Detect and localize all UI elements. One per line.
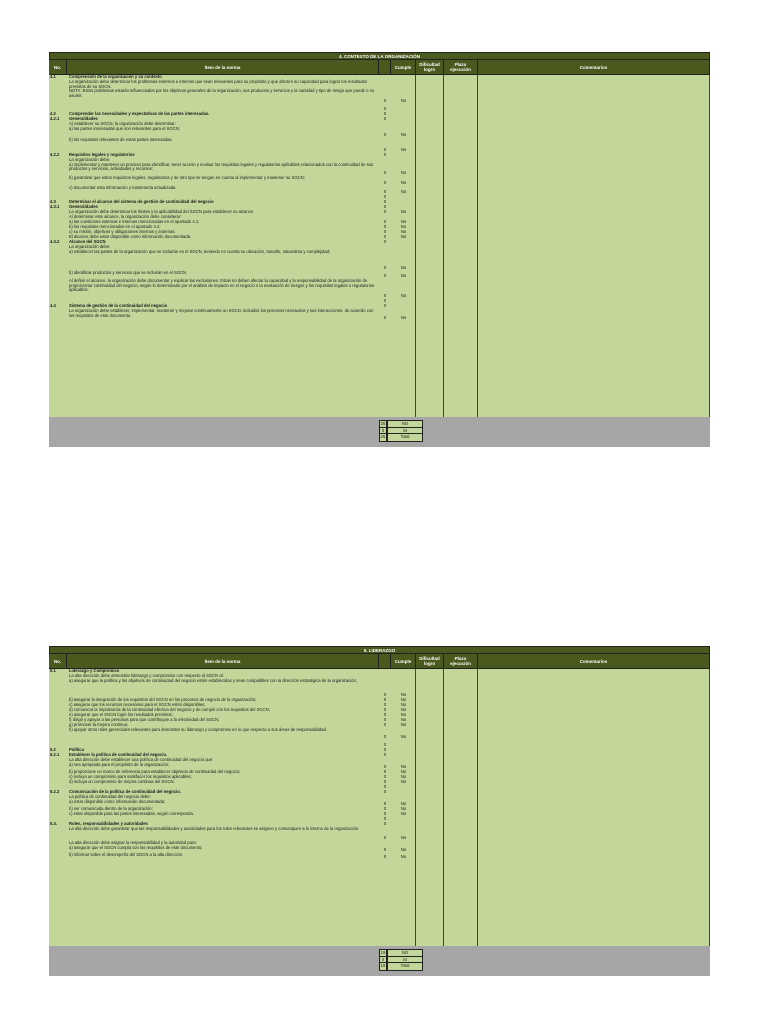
row-number: 4.2.2 <box>50 152 60 157</box>
row-value: 0 <box>383 779 387 785</box>
column-header-blank <box>379 654 391 669</box>
cumple-cell[interactable]: No <box>400 847 407 853</box>
column-header-dificultad: Dificultad logro <box>416 60 444 75</box>
table-row <box>49 740 415 748</box>
cumple-cell[interactable]: No <box>400 779 407 785</box>
row-value: 0 <box>383 315 387 321</box>
row-value: 0 <box>383 847 387 853</box>
table-row <box>49 827 415 841</box>
row-text: Generalidades <box>69 116 98 121</box>
row-text: Política <box>69 747 84 752</box>
totals-count: 19 <box>379 949 387 958</box>
row-text: Alcance del SGCN <box>69 239 106 244</box>
row-text: Roles, responsabilidades y autoridades <box>69 821 148 826</box>
row-value: 0 <box>383 116 387 122</box>
row-number <box>49 827 67 841</box>
totals-table <box>379 949 423 969</box>
row-value: 0 <box>383 293 387 299</box>
column-header-plazo: Plazo ejecución <box>444 654 478 669</box>
row-value: 0 <box>383 816 387 822</box>
cumple-cell[interactable]: No <box>400 209 407 215</box>
table-header <box>49 60 710 75</box>
row-number: 5.1 <box>50 668 56 673</box>
totals-count: 0 <box>379 427 387 436</box>
row-value: 0 <box>383 180 387 186</box>
cumple-cell[interactable]: No <box>400 722 407 728</box>
row-number <box>49 138 67 153</box>
cumple-cell[interactable]: No <box>400 98 407 104</box>
row-text: b) asegurar la integración de los requisitos del SGCN en los procesos de negocio de la organización; <box>69 697 257 702</box>
totals-count: 25 <box>379 420 387 429</box>
table-row <box>49 138 415 153</box>
row-value: 0 <box>383 265 387 271</box>
cumple-cell[interactable]: No <box>400 293 407 299</box>
row-text: La organización debe establecer, implementar, mantener y mejorar continuamente un SGCN, incluidos los procesos necesarios y sus interacciones, de acuerdo con los requisitos de este documento. <box>69 308 374 318</box>
row-text <box>67 740 379 748</box>
row-text: La alta dirección debe asignar la responsabilidad y la autoridad para: a) asegurar que el SGCN cumpla con los requisitos de este documento; <box>69 840 203 850</box>
section-sheet-5 <box>49 646 710 976</box>
row-text: c) su misión, objetivos y obligaciones internas y externas. <box>69 229 176 234</box>
row-text: Generalidades <box>69 204 98 209</box>
row-number <box>49 758 67 770</box>
row-value: 0 <box>383 717 387 723</box>
cumple-cell[interactable]: No <box>400 692 407 698</box>
table-row <box>49 186 415 195</box>
table-row <box>49 122 415 138</box>
row-number <box>49 176 67 186</box>
cumple-cell[interactable]: No <box>400 764 407 770</box>
row-text: Al determinar este alcance, la organización debe considerar: a) las cuestiones externas e internas mencionadas en el apartado 4.1; <box>69 214 200 224</box>
column-comentarios[interactable] <box>478 669 710 946</box>
cumple-cell[interactable]: No <box>400 811 407 817</box>
cumple-cell[interactable]: No <box>400 224 407 230</box>
row-text: La alta dirección debe garantizar que las responsabilidades y autoridades para los roles relevantes se asignen y comuniquen a lo interno de la organización. <box>69 826 360 831</box>
cumple-cell[interactable]: No <box>400 180 407 186</box>
row-text: c) incluya un compromiso para satisfacer los requisitos aplicables; <box>69 774 192 779</box>
row-number <box>49 728 67 740</box>
row-number <box>49 271 67 279</box>
row-text: e) asegurar que el SGCN logre los resultados previstos; <box>69 712 173 717</box>
row-text: h) apoyar otros roles gerenciales relevantes para demostrar su liderazgo y compromiso en lo que respecta a sus áreas de responsabilidad. <box>69 727 327 732</box>
table-row <box>49 279 415 299</box>
column-header-comentarios: Comentarios <box>478 654 710 669</box>
row-value: 0 <box>383 784 387 790</box>
row-number <box>49 279 67 299</box>
totals-label: Total <box>387 962 423 971</box>
row-text: Determinar el alcance del sistema de gestión de continuidad del negocio <box>69 199 214 204</box>
column-comentarios[interactable] <box>478 75 710 417</box>
row-text: g) promover la mejora continua; <box>69 722 129 727</box>
row-text: El alcance debe estar disponible como información documentada. <box>69 234 192 239</box>
row-value: 0 <box>383 147 387 153</box>
row-number <box>49 158 67 176</box>
row-value: 0 <box>383 98 387 104</box>
row-text: Requisitos legales y regulatorios <box>69 152 135 157</box>
row-value: 0 <box>383 132 387 138</box>
row-value: 0 <box>383 734 387 740</box>
cumple-cell[interactable]: No <box>400 315 407 321</box>
cumple-cell[interactable]: No <box>400 234 407 240</box>
row-number <box>49 186 67 195</box>
cumple-cell[interactable]: No <box>400 170 407 176</box>
row-value: 0 <box>383 835 387 841</box>
row-number <box>49 80 67 104</box>
cumple-cell[interactable]: No <box>400 734 407 740</box>
row-text: Comunicación de la política de continuidad del negocio. <box>69 789 181 794</box>
row-text: La política de continuidad del negocio debe: a) estar disponible como información documentada; <box>69 794 166 804</box>
row-value: 0 <box>383 752 387 758</box>
column-header-comentarios: Comentarios <box>478 60 710 75</box>
column-header-cumple: Cumple <box>391 60 416 75</box>
column-header-no: No. <box>49 60 67 75</box>
row-value: 0 <box>383 234 387 240</box>
row-value: 0 <box>383 194 387 200</box>
totals-label: Total <box>387 433 423 442</box>
row-value: 0 <box>383 692 387 698</box>
row-text: Comprensión de la organización y su contexto <box>69 74 162 79</box>
row-text: Al definir el alcance, la organización debe documentar y explicar las exclusiones. Estas no deben afectar la capacidad y la responsabilidad de la organización de proporcionar continuidad del negocio, según lo determinado por el análisis de impacto en el negocio o la evaluación de riesgos y los requisitos legales o regulatorios aplicables. <box>69 278 375 293</box>
row-text: d) incluya un compromiso de mejora continua del SGCN. <box>69 779 175 784</box>
totals-row <box>379 433 423 440</box>
row-number: 4.4 <box>50 303 56 308</box>
section-sheet-4 <box>49 52 710 447</box>
row-value: 0 <box>383 106 387 112</box>
row-text: b) garantizar que estos requisitos legales, regulatorios y de otro tipo se tengan en cuenta al implementar y mantener su SGCN; <box>69 175 305 180</box>
row-value: 0 <box>383 111 387 117</box>
row-text: La organización debe determinar los límites y la aplicabilidad del SGCN para establecer su alcance. <box>69 209 255 214</box>
cumple-cell[interactable]: No <box>400 147 407 153</box>
cumple-cell[interactable]: No <box>400 712 407 718</box>
row-value: 0 <box>383 189 387 195</box>
row-number <box>49 215 67 225</box>
row-number <box>49 309 67 321</box>
row-text: b) proporcione un marco de referencia para establecer objetivos de continuidad del negocio; <box>69 769 241 774</box>
row-text: La organización debe determinar los problemas externos e internos que sean relevantes para su propósito y que afecten su capacidad para lograr los resultados previstos de su SGCN. NOTA: Estos problemas estarán influenciados por los objetivos generales de la organización, sus productos y servicios y la cantidad y tipo de riesgo que puede o no asumir. <box>69 79 375 98</box>
row-number: 5.2.2 <box>50 789 60 794</box>
table-row <box>49 853 415 860</box>
totals-count: 0 <box>379 956 387 965</box>
column-header-cumple: Cumple <box>391 654 416 669</box>
column-dificultad[interactable] <box>416 75 444 417</box>
table-header <box>49 654 710 669</box>
column-header-item: Ítem de la norma <box>67 60 379 75</box>
row-value: 0 <box>383 298 387 304</box>
row-value: 0 <box>383 224 387 230</box>
totals-label: SI <box>387 427 423 436</box>
cumple-cell[interactable]: No <box>400 702 407 708</box>
row-value: 0 <box>383 199 387 205</box>
cumple-cell[interactable]: No <box>400 854 407 860</box>
summary-footer <box>49 946 710 976</box>
cumple-cell[interactable]: No <box>400 219 407 225</box>
cumple-cell[interactable]: No <box>400 774 407 780</box>
row-text: f) dirigir y apoyar a las personas para que contribuyan a la efectividad del SGCN; <box>69 717 220 722</box>
cumple-cell[interactable]: No <box>400 697 407 703</box>
row-value: 0 <box>383 811 387 817</box>
cumple-cell[interactable]: No <box>400 707 407 713</box>
row-number: 5.2.1 <box>50 752 60 757</box>
column-header-dificultad: Dificultad logro <box>416 654 444 669</box>
row-number: 5.3. <box>50 821 57 826</box>
summary-footer <box>49 417 710 447</box>
cumple-cell[interactable]: No <box>400 132 407 138</box>
row-number: 4.2.1 <box>50 116 60 121</box>
row-number <box>49 853 67 860</box>
column-plazo[interactable] <box>444 669 478 946</box>
table-body <box>49 669 710 946</box>
row-number <box>49 122 67 138</box>
row-text: La alta dirección debe demostrar liderazgo y compromiso con respecto al SGCN al: a) asegurar que la política y los objetivos de continuidad del negocio estén establecidos y sean compatibles con la dirección estratégica de la organización; <box>69 673 357 683</box>
row-text: La alta dirección debe establecer una política de continuidad del negocio que: a) sea apropiada para el propósito de la organización; <box>69 757 214 767</box>
column-header-blank <box>379 60 391 75</box>
row-value: 0 <box>383 209 387 215</box>
table-row <box>49 158 415 176</box>
row-value: 0 <box>383 764 387 770</box>
row-text: La organización debe: a) establecer las partes de la organización que se incluirán en el SGCN, teniendo en cuenta su ubicación, tamaño, naturaleza y complejidad; <box>69 244 331 254</box>
row-value: 0 <box>383 747 387 753</box>
row-text: Sistema de gestión de la continuidad del negocio <box>69 303 168 308</box>
row-value: 0 <box>383 239 387 245</box>
row-text: Establecer la política de continuidad del negocio. <box>69 752 168 757</box>
cumple-cell[interactable]: No <box>400 801 407 807</box>
table-row <box>49 309 415 321</box>
row-number: 4.3.2 <box>50 239 60 244</box>
row-text: b) los requisitos mencionados en el apartado 4.2; <box>69 224 161 229</box>
table-row <box>49 80 415 104</box>
totals-label: NO <box>387 420 423 429</box>
row-text: b) identificar productos y servicios que se incluirán en el SGCN. <box>69 270 188 275</box>
row-text: b) informar sobre el desempeño del SGCN a la alta dirección. <box>69 852 184 857</box>
row-value: 0 <box>383 303 387 309</box>
totals-label: SI <box>387 956 423 965</box>
section-title: 5. LIDERAZGO <box>49 646 710 654</box>
table-row <box>49 245 415 271</box>
table-row <box>49 674 415 698</box>
row-number <box>49 795 67 807</box>
row-number: 4.2 <box>50 111 56 116</box>
column-header-plazo: Plazo ejecución <box>444 60 478 75</box>
row-text: c) asegurar que los recursos necesarios para el SGCN estén disponibles; <box>69 702 206 707</box>
row-text: Liderazgo y Compromiso <box>69 668 120 673</box>
row-number: 5.2 <box>50 747 56 752</box>
row-text: Comprender las necesidades y expectativas de las partes interesadas. <box>69 111 210 116</box>
cumple-cell[interactable]: No <box>400 806 407 812</box>
cumple-cell[interactable]: No <box>400 769 407 775</box>
cumple-cell[interactable]: No <box>400 229 407 235</box>
table-row <box>49 728 415 740</box>
row-value: 0 <box>383 702 387 708</box>
totals-table <box>379 420 423 440</box>
row-text: d) comunicar la importancia de la continuidad efectiva del negocio y de cumplir con los requisitos del SGCN; <box>69 707 270 712</box>
row-value: 0 <box>383 712 387 718</box>
row-value: 0 <box>383 219 387 225</box>
row-text: c) documentar esta información y mantenerla actualizada. <box>69 185 177 190</box>
row-text: A) establecer su SGCN, la organización debe determinar: a) las partes interesadas que son relevantes para el SGCN; <box>69 121 180 131</box>
row-value: 0 <box>383 769 387 775</box>
column-dificultad[interactable] <box>416 669 444 946</box>
section-title: 4. CONTEXTO DE LA ORGANIZACIÓN <box>49 52 710 60</box>
row-number: 4.1 <box>50 74 56 79</box>
row-value: 0 <box>383 854 387 860</box>
row-number <box>49 841 67 853</box>
row-value: 0 <box>383 273 387 279</box>
row-value: 0 <box>383 722 387 728</box>
row-text: c) estar disponible para las partes interesadas, según corresponda. <box>69 811 194 816</box>
row-text: b) los requisitos relevantes de estas partes interesadas. <box>69 137 173 142</box>
table-body <box>49 75 710 417</box>
item-rows <box>49 669 416 946</box>
cumple-cell[interactable]: No <box>400 835 407 841</box>
totals-count: 25 <box>379 433 387 442</box>
row-value: 0 <box>383 152 387 158</box>
column-header-no: No. <box>49 654 67 669</box>
cumple-cell[interactable]: No <box>400 189 407 195</box>
row-number: 4.3.1 <box>50 204 60 209</box>
row-value: 0 <box>383 170 387 176</box>
row-value: 0 <box>383 789 387 795</box>
row-number <box>49 245 67 271</box>
cumple-cell[interactable]: No <box>400 717 407 723</box>
column-plazo[interactable] <box>444 75 478 417</box>
column-header-item: Ítem de la norma <box>67 654 379 669</box>
row-value: 0 <box>383 821 387 827</box>
totals-count: 19 <box>379 962 387 971</box>
row-value: 0 <box>383 801 387 807</box>
row-value: 0 <box>383 229 387 235</box>
cumple-cell[interactable]: No <box>400 265 407 271</box>
item-rows <box>49 75 416 417</box>
totals-label: NO <box>387 949 423 958</box>
row-value: 0 <box>383 774 387 780</box>
row-number <box>49 674 67 698</box>
row-value: 0 <box>383 707 387 713</box>
totals-row <box>379 962 423 969</box>
row-value: 0 <box>383 697 387 703</box>
row-number: 4.3 <box>50 199 56 204</box>
row-value: 0 <box>383 204 387 210</box>
row-text: b) ser comunicada dentro de la organización; <box>69 806 153 811</box>
row-value: 0 <box>383 806 387 812</box>
row-text: La organización debe: a) implementar y mantener un proceso para identificar, tener acceso y evaluar los requisitos legales y regulatorios aplicables relacionados con la continuidad de sus productos y servicios, actividades y recursos; <box>69 157 374 172</box>
cumple-cell[interactable]: No <box>400 273 407 279</box>
row-value: 0 <box>383 742 387 748</box>
